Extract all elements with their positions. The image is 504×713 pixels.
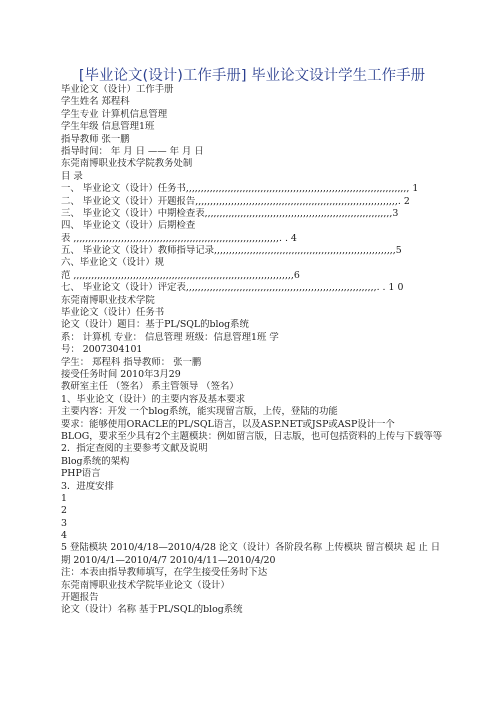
text-line: 1 bbox=[61, 492, 67, 504]
text-line: Blog系统的架构 bbox=[61, 455, 130, 467]
text-line: 系： 计算机 专业： 信息管理 班级：信息管理1班 学 bbox=[61, 331, 279, 343]
text-line: 4 bbox=[61, 530, 67, 542]
text-line: 要求：能够使用ORACLE的PL/SQL语言，以及ASP.NET或JSP或ASP设计一个 bbox=[61, 418, 395, 430]
text-line: 期 2010/4/1—2010/4/7 2010/4/11—2010/4/20 bbox=[61, 554, 276, 566]
text-line: 5 登陆模块 2010/4/18—2010/4/28 论文（设计）各阶段名称 上传模块 留言模块 起 止 日 bbox=[61, 542, 441, 554]
text-line: 表 ,,,,,,,,,,,,,,,,,,,,,,,,,,,,,,,,,,,,,,,,,,,,,,,,,,,,,,,,,,,,,,,,,,,,,. . 4 bbox=[61, 232, 297, 244]
text-line: 东莞南博职业技术学院教务处制 bbox=[61, 158, 193, 170]
text-line: 学生姓名 郑程科 bbox=[61, 96, 130, 108]
text-line: 指导时间： 年 月 日 —— 年 月 日 bbox=[61, 145, 204, 157]
text-line: 七、 毕业论文（设计）评定表,,,,,,,,,,,,,,,,,,,,,,,,,,,,,,,,,,,,,,,,,,,,,,,,,,,,,,,,,,,,,,,,. . 1 0 bbox=[61, 282, 404, 294]
text-line: 三、 毕业论文（设计）中期检查表,,,,,,,,,,,,,,,,,,,,,,,,,,,,,,,,,,,,,,,,,,,,,,,,,,,,,,,,,,,,,,,3 bbox=[61, 207, 399, 219]
document-title: [毕业论文(设计)工作手册] 毕业论文设计学生工作手册 bbox=[78, 68, 426, 84]
text-line: BLOG，要求至少具有2个主题模块：例如留言版，日志版，也可包括资料的上传与下载等等 bbox=[61, 430, 443, 442]
text-line: 毕业论文（设计）工作手册 bbox=[61, 84, 174, 95]
text-line: 论文（设计）名称 基于PL/SQL的blog系统 bbox=[61, 604, 243, 616]
text-line: 二、 毕业论文（设计）开题报告,,,,,,,,,,,,,,,,,,,,,,,,,,,,,,,,,,,,,,,,,,,,,,,,,,,,,,,,,,,,,,,,,,,,. 2 bbox=[61, 195, 410, 207]
text-line: 论文（设计）题目：基于PL/SQL的blog系统 bbox=[61, 319, 249, 331]
text-line: PHP语言 bbox=[61, 468, 101, 480]
text-line: 范 ,,,,,,,,,,,,,,,,,,,,,,,,,,,,,,,,,,,,,,,,,,,,,,,,,,,,,,,,,,,,,,,,,,,,,,,,,,6 bbox=[61, 269, 300, 281]
text-line: 教研室主任 （签名） 系主管领导 （签名） bbox=[61, 381, 239, 393]
text-line: 学生年级 信息管理1班 bbox=[61, 121, 155, 133]
text-line: 毕业论文（设计）任务书 bbox=[61, 307, 165, 319]
text-line: 接受任务时间 2010年3月29 bbox=[61, 368, 181, 380]
text-line: 开题报告 bbox=[61, 592, 99, 604]
text-line: 2 bbox=[61, 505, 67, 517]
document-body bbox=[61, 84, 461, 617]
text-line: 2．指定查阅的主要参考文献及说明 bbox=[61, 443, 208, 455]
text-line: 主要内容：开发 一个blog系统，能实现留言版，上传，登陆的功能 bbox=[61, 406, 338, 418]
text-line: 东莞南博职业技术学院 bbox=[61, 294, 155, 306]
text-line: 六、毕业论文（设计）规 bbox=[61, 257, 165, 269]
text-line: 学生： 郑程科 指导教师： 张一鹏 bbox=[61, 356, 202, 368]
text-line: 学生专业 计算机信息管理 bbox=[61, 108, 168, 120]
text-line: 号： 2007304101 bbox=[61, 344, 143, 356]
text-line: 目 录 bbox=[61, 170, 83, 182]
text-line: 五、 毕业论文（设计）教师指导记录,,,,,,,,,,,,,,,,,,,,,,,,,,,,,,,,,,,,,,,,,,,,,,,,,,,,,,,,,,,,,5 bbox=[61, 245, 402, 257]
text-line: 东莞南博职业技术学院毕业论文（设计） bbox=[61, 579, 230, 591]
text-line: 指导教师 张一鹏 bbox=[61, 133, 130, 145]
text-line: 注：本表由指导教师填写，在学生接受任务时下达 bbox=[61, 567, 268, 579]
text-line: 3 bbox=[61, 517, 67, 529]
text-line: 四、 毕业论文（设计）后期检查 bbox=[61, 220, 196, 232]
text-line: 3．进度安排 bbox=[61, 480, 114, 492]
text-line: 一、 毕业论文（设计）任务书,,,,,,,,,,,,,,,,,,,,,,,,,,,,,,,,,,,,,,,,,,,,,,,,,,,,,,,,,,,,,,,,,,,,,,,,,,, 1 bbox=[61, 183, 419, 195]
text-line: 1、毕业论文（设计）的主要内容及基本要求 bbox=[61, 393, 246, 405]
